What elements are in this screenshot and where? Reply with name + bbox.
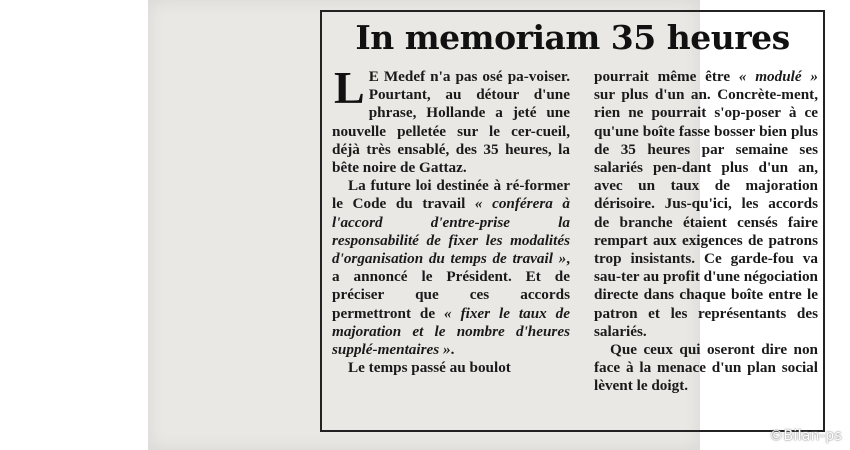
paragraph-3-quote: « modulé » (738, 68, 818, 85)
drop-cap: L (334, 62, 365, 113)
paragraph-1 (332, 62, 570, 177)
paragraph-2-text-b: , a annoncé le Président. Et de préciser que ces accords permettront de (332, 250, 570, 322)
paragraph-2-quote-2: « fixer le taux de majoration et le nombre d'heures supplé-mentaires » (332, 304, 571, 359)
paragraph-2-text-a: La future loi destinée à ré-former le Code du travail (332, 177, 570, 213)
article-column-right (594, 68, 818, 396)
article-headline: In memoriam 35 heures (355, 18, 790, 57)
paragraph-3-text-a: pourrait même être (594, 68, 739, 85)
article-frame (320, 10, 825, 432)
paragraph-2-text-c: . (450, 341, 455, 359)
article-column-left (332, 62, 571, 377)
paragraph-4: Que ceux qui oseront dire non face à la menace d'un plan social lèvent le doigt. (594, 341, 818, 395)
paragraph-3-start: Le temps passé au boulot (348, 359, 511, 377)
paragraph-2 (332, 177, 570, 359)
watermark-credit: ©Bilan-ps (769, 428, 842, 444)
paragraph-3-text-b: sur plus d'un an. Concrète-ment, rien ne pourrait s'op-poser à ce qu'une boîte fasse bosser bien plus de 35 heures par semaine ses salariés pen-dant plus d'un an, avec un taux de majoration dérisoire. Jus-qu'ici, les accords de branche étaient censés faire rempart aux exigences de patrons trop insistants. Ce garde-fou va sau-ter au profit d'une négociation directe dans chaque boîte entre le patron et les représentants des salariés. (594, 86, 818, 340)
paragraph-3-continued (594, 68, 818, 341)
paragraph-1-text: E Medef n'a pas osé pa-voiser. Pourtant, au détour d'une phrase, Hollande a jeté une nouvelle pelletée sur le cer-cueil, déjà très ensablé, des 35 heures, la bête noire de Gattaz. (332, 68, 570, 177)
paragraph-2-quote-1: « conférera à l'accord d'entre-prise la responsabilité de fixer les modalités d'organisation du temps de travail » (332, 195, 570, 268)
